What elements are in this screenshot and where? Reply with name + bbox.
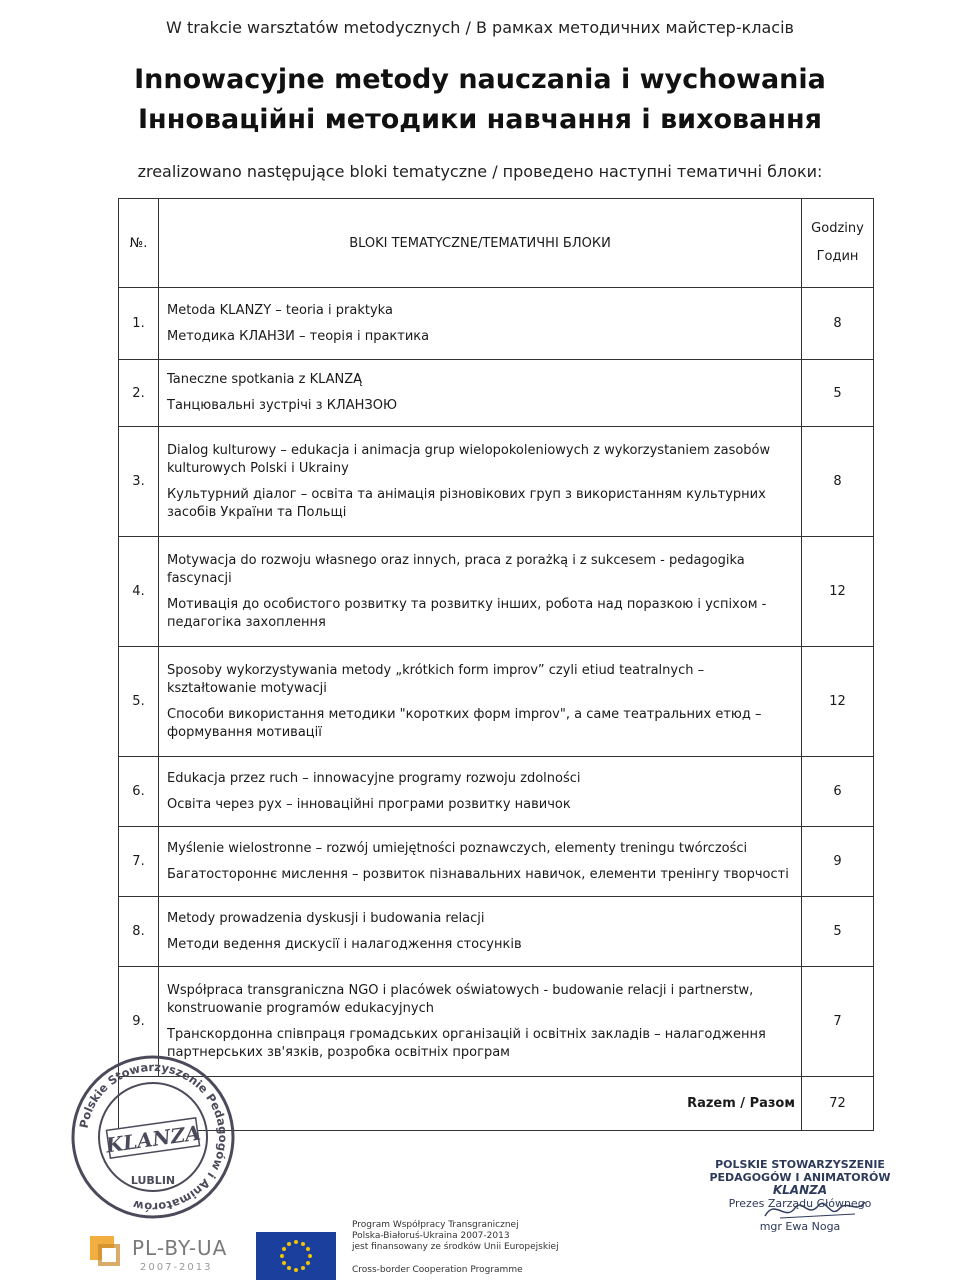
row-hours: 8 [802, 288, 874, 360]
row-topic [159, 967, 802, 1077]
title-polish: Innowacyjne metody nauczania i wychowania [134, 64, 826, 95]
topic-ukrainian: Методи ведення дискусії і налагодження стосунків [167, 936, 522, 952]
programme-info [352, 1220, 559, 1276]
topic-ukrainian: Танцювальні зустрічі з КЛАНЗОЮ [167, 398, 397, 413]
topic-polish: Metody prowadzenia dyskusji i budowania relacji [167, 910, 485, 926]
total-label: Razem / Разом [119, 1077, 802, 1131]
row-number: 7. [119, 827, 159, 897]
topic-polish: Dialog kulturowy – edukacja i animacja grup wielopokoleniowych z wykorzystaniem zasobów kulturowych Polski i Ukrainy [167, 442, 771, 476]
header-no: №. [119, 199, 159, 288]
row-topic [159, 827, 802, 897]
header-hours-pl: Godziny [811, 221, 864, 236]
row-topic [159, 288, 802, 360]
eu-flag-icon [256, 1232, 336, 1280]
row-hours: 5 [802, 360, 874, 427]
row-hours: 6 [802, 757, 874, 827]
row-hours: 5 [802, 897, 874, 967]
stamp-ring-text: Polskie Stowarzyszenie Pedagogów i Animatorów [76, 1059, 231, 1215]
row-topic [159, 647, 802, 757]
topic-polish: Taneczne spotkania z KLANZĄ [167, 372, 363, 387]
topic-polish: Współpraca transgraniczna NGO i placówek oświatowych - budowanie relacji i partnerstw, konstruowanie programów edukacyjnych [167, 982, 754, 1016]
stamp-city: LUBLIN [130, 1174, 176, 1187]
logo-name: PL-BY-UA [132, 1236, 228, 1260]
programme-line: Polska-Białoruś-Ukraina 2007-2013 [352, 1231, 510, 1241]
table-header-row [119, 199, 874, 288]
table-row [119, 757, 874, 827]
topic-ukrainian: Багатостороннє мислення – розвиток пізнавальних навичок, елементи тренінгу творчості [167, 866, 789, 882]
row-number: 2. [119, 360, 159, 427]
table-row [119, 537, 874, 647]
row-topic [159, 757, 802, 827]
logo-years: 2007-2013 [140, 1262, 213, 1273]
row-hours: 7 [802, 967, 874, 1077]
table-row [119, 288, 874, 360]
topic-ukrainian: Мотивація до особистого розвитку та розвитку інших, робота над поразкою і успіхом - педагогіка захоплення [167, 596, 767, 630]
signature [760, 1188, 870, 1228]
row-hours: 9 [802, 827, 874, 897]
row-topic [159, 537, 802, 647]
topic-polish: Metoda KLANZY – teoria i praktyka [167, 302, 393, 318]
table-row [119, 360, 874, 427]
programme-line: Program Współpracy Transgranicznej [352, 1220, 519, 1230]
programme-line: jest finansowany ze środków Unii Europejskiej [352, 1242, 559, 1252]
row-number: 8. [119, 897, 159, 967]
klanza-stamp [68, 1052, 238, 1222]
workshops-line: W trakcie warsztatów metodycznych / В рамках методичних майстер-класів [166, 18, 794, 37]
subtitle: zrealizowano następujące bloki tematyczne / проведено наступні тематичні блоки: [137, 162, 823, 181]
topic-polish: Sposoby wykorzystywania metody „krótkich form improv” czyli etiud teatralnych – kształtowanie motywacji [167, 662, 705, 696]
topic-polish: Edukacja przez ruch – innowacyjne programy rozwoju zdolności [167, 770, 581, 786]
row-number: 4. [119, 537, 159, 647]
topic-ukrainian: Транскордонна співпраця громадських організацій і освітніх закладів – налагодження партнерських зв'язків, розробка освітніх програм [167, 1026, 766, 1060]
row-hours: 8 [802, 427, 874, 537]
row-hours: 12 [802, 537, 874, 647]
org-brand: KLANZA [772, 1183, 828, 1197]
header-hours [802, 199, 874, 288]
header-hours-ua: Годин [816, 249, 859, 264]
header-topics: BLOKI TEMATYCZNE/ТЕМАТИЧНІ БЛОКИ [159, 199, 802, 288]
table-row [119, 897, 874, 967]
row-hours: 12 [802, 647, 874, 757]
table-row [119, 647, 874, 757]
org-person: mgr Ewa Noga [759, 1220, 841, 1233]
topic-polish: Myślenie wielostronne – rozwój umiejętności poznawczych, elementy treningu twórczości [167, 840, 748, 856]
row-topic [159, 427, 802, 537]
row-number: 9. [119, 967, 159, 1077]
row-number: 3. [119, 427, 159, 537]
title-ukrainian: Інноваційні методики навчання і виховання [138, 104, 822, 135]
row-topic [159, 360, 802, 427]
row-topic [159, 897, 802, 967]
row-number: 6. [119, 757, 159, 827]
table-row [119, 827, 874, 897]
topic-ukrainian: Освіта через рух – інноваційні програми розвитку навичок [167, 796, 571, 812]
topic-ukrainian: Методика КЛАНЗИ – теорія і практика [167, 328, 430, 344]
total-hours: 72 [802, 1077, 874, 1131]
org-line1: POLSKIE STOWARZYSZENIE [715, 1158, 885, 1171]
thematic-blocks-table [118, 198, 874, 1131]
programme-english: Cross-border Cooperation Programme [352, 1265, 523, 1275]
topic-ukrainian: Способи використання методики "коротких форм improv", а саме театральних етюд – формування мотивації [167, 706, 762, 740]
org-line2: PEDAGOGÓW I ANIMATORÓW [709, 1171, 891, 1184]
topic-ukrainian: Культурний діалог – освіта та анімація різновікових груп з використанням культурних засобів України та Польщі [167, 486, 766, 520]
org-role: Prezes Zarządu Głównego [728, 1197, 872, 1210]
stamp-center-text: KLANZA [104, 1120, 203, 1158]
topic-polish: Motywacja do rozwoju własnego oraz innych, praca z porażką i z sukcesem - pedagogika fascynacji [167, 552, 745, 586]
row-number: 5. [119, 647, 159, 757]
row-number: 1. [119, 288, 159, 360]
table-row [119, 427, 874, 537]
